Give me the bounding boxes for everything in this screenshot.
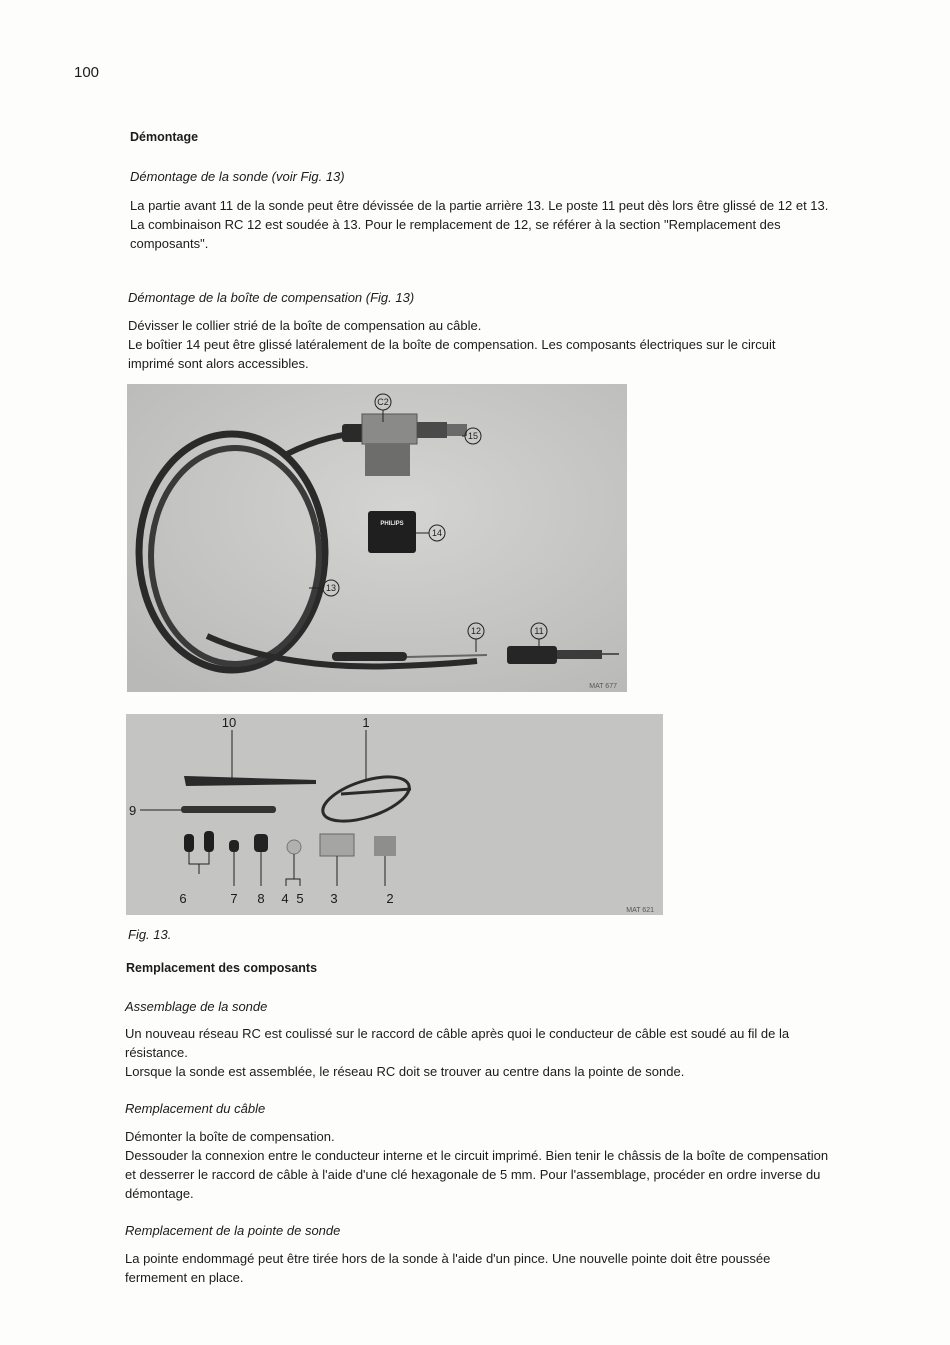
photo-probe-parts: [126, 714, 663, 915]
label-7: 7: [230, 891, 238, 906]
section-title-demontage: Démontage: [130, 130, 199, 144]
photo-code: MAT 621: [626, 907, 654, 914]
svg-text:14: 14: [431, 528, 443, 538]
paragraph-line: Démonter la boîte de compensation.: [125, 1129, 335, 1144]
paragraph-line: La combinaison RC 12 est soudée à 13. Pour le remplacement de 12, se référer à la section "Remplacement des composants".: [130, 217, 781, 251]
section-title-remplacement: Remplacement des composants: [126, 961, 318, 975]
subsection-title-assemblage: Assemblage de la sonde: [125, 999, 268, 1014]
photo-code: MAT 677: [589, 683, 617, 690]
paragraph-line: Lorsque la sonde est assemblée, le réseau RC doit se trouver au centre dans la pointe de sonde.: [125, 1064, 685, 1079]
part-8: [254, 834, 268, 852]
paragraph-line: Le boîtier 14 peut être glissé latéralement de la boîte de compensation. Les composants électriques sur le circuit imprimé sont alors accessibles.: [128, 337, 776, 371]
label-2: 2: [386, 891, 394, 906]
paragraph-assemblage: [125, 1024, 840, 1081]
part-6b: [204, 831, 214, 852]
label-4: 4: [281, 891, 289, 906]
part-4-5: [287, 840, 301, 854]
subsection-title-cable: Remplacement du câble: [125, 1101, 266, 1116]
paragraph-pointe: [125, 1249, 805, 1287]
subsection-title-pointe: Remplacement de la pointe de sonde: [125, 1223, 341, 1238]
svg-text:13: 13: [325, 583, 337, 593]
page-number: 100: [74, 64, 100, 81]
label-3: 3: [330, 891, 338, 906]
label-9: 9: [129, 803, 137, 818]
paragraph-line: Un nouveau réseau RC est coulissé sur le raccord de câble après quoi le conducteur de câble est soudé au fil de la résistance.: [125, 1026, 790, 1060]
part-7: [229, 840, 239, 852]
figure-caption: Fig. 13.: [128, 927, 172, 942]
philips-housing: [368, 511, 416, 553]
part-3: [320, 834, 354, 856]
brand-label: PHILIPS: [380, 521, 404, 527]
paragraph-boite: [128, 316, 818, 373]
label-5: 5: [296, 891, 304, 906]
svg-text:15: 15: [467, 431, 479, 441]
svg-text:11: 11: [534, 626, 544, 636]
subsection-title-sonde: Démontage de la sonde (voir Fig. 13): [130, 169, 345, 184]
part-6a: [184, 834, 194, 852]
paragraph-line: La partie avant 11 de la sonde peut être dévissée de la partie arrière 13. Le poste 11 peut dès lors être glissé de 12 et 13.: [130, 198, 829, 213]
part-2: [374, 836, 396, 856]
paragraph-line: La pointe endommagé peut être tirée hors de la sonde à l'aide d'un pince. Une nouvelle pointe doit être poussée fermement en place.: [125, 1251, 771, 1285]
label-10: 10: [221, 715, 237, 730]
subsection-title-boite: Démontage de la boîte de compensation (Fig. 13): [128, 290, 415, 305]
part-9: [181, 806, 276, 813]
svg-text:C2: C2: [377, 397, 389, 407]
label-1: 1: [362, 715, 370, 730]
label-6: 6: [179, 891, 187, 906]
photo-probe-assembly: [127, 384, 627, 692]
label-8: 8: [257, 891, 265, 906]
svg-text:12: 12: [470, 626, 482, 636]
paragraph-line: Dessouder la connexion entre le conducteur interne et le circuit imprimé. Bien tenir le châssis de la boîte de compensation et desserrer le raccord de câble à l'aide d'une clé hexagonale de 5 mm. Pour l'assemblage, procéder en ordre inverse du démontage.: [125, 1148, 829, 1201]
paragraph-line: Dévisser le collier strié de la boîte de compensation au câble.: [128, 318, 482, 333]
paragraph-sonde: [130, 196, 830, 253]
paragraph-cable: [125, 1127, 830, 1203]
